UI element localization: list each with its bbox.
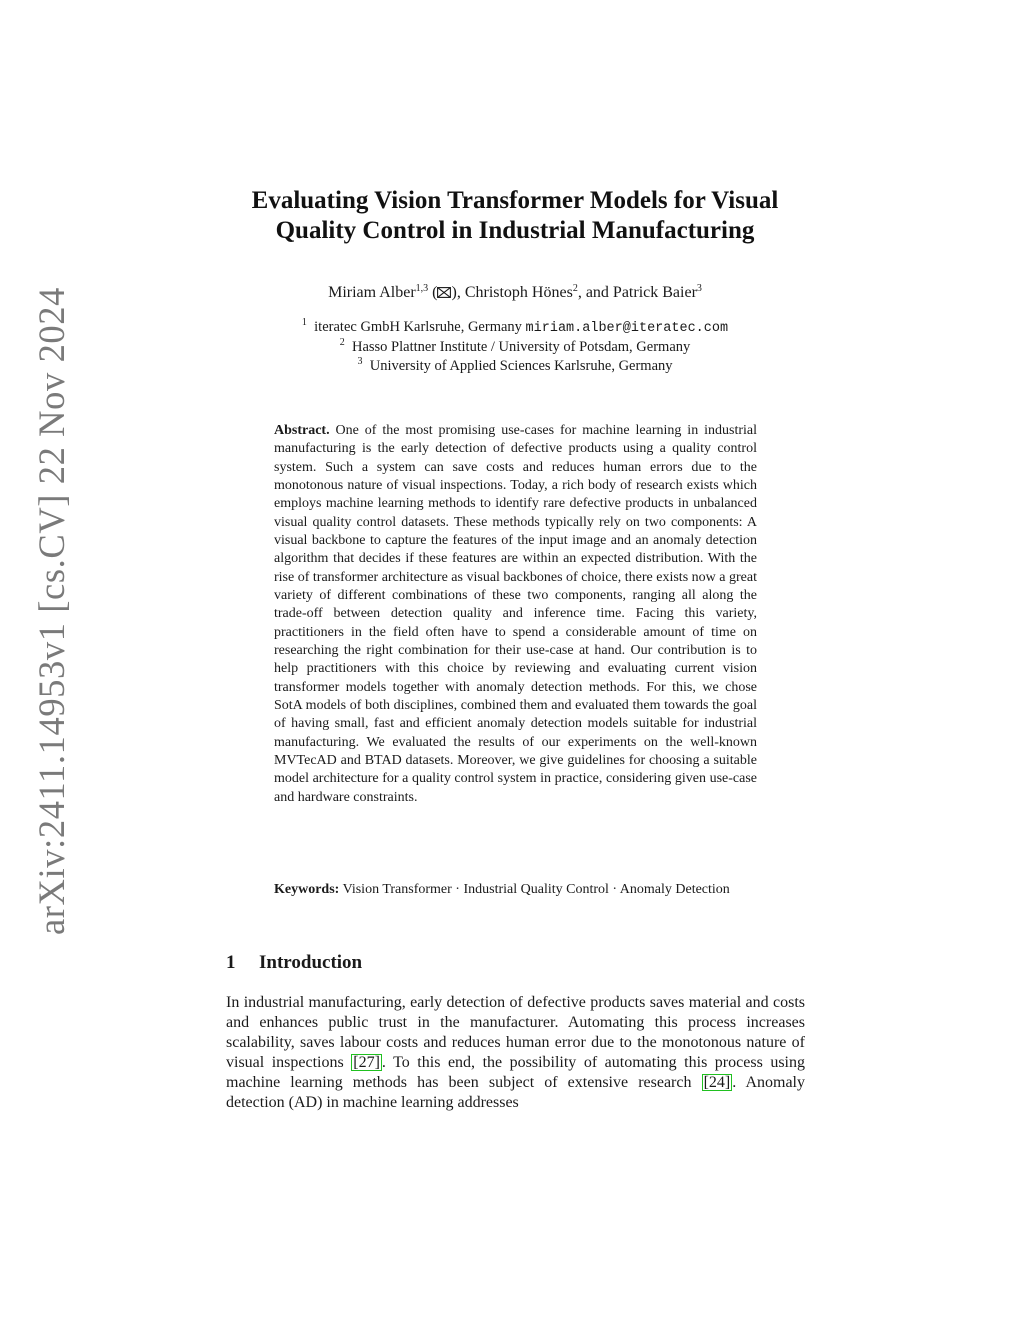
- abstract-label: Abstract.: [274, 423, 330, 438]
- email-link[interactable]: miriam.alber@iteratec.com: [525, 321, 729, 336]
- paper-title: [200, 186, 830, 246]
- keywords: [274, 881, 757, 899]
- author-affiliation-marker: 3: [696, 283, 702, 294]
- affiliation-item: [200, 318, 830, 338]
- keywords-text: Vision Transformer · Industrial Quality Control · Anomaly Detection: [342, 882, 730, 897]
- affiliation-list: [200, 318, 830, 376]
- citation-link[interactable]: [27]: [353, 1054, 380, 1071]
- section-number: 1: [226, 952, 236, 973]
- author-list: Miriam Alber$^{1,3}$ ( ), Christoph Hönes$^2$, and Patrick Baier$^3$: [328, 283, 702, 301]
- title-line-1: Evaluating Vision Transformer Models for Visual: [251, 187, 779, 214]
- author-affiliation-marker: 2: [572, 283, 578, 294]
- keywords-label: Keywords:: [274, 882, 340, 897]
- arxiv-identifier-stamp: arXiv:2411.14953v1 [cs.CV] 22 Nov 2024: [31, 287, 72, 935]
- intro-text: In industrial manufacturing, early detection of defective products saves material and costs and enhances public trust in the manufacturer. Automating this process increases scalability, saves labour costs and reduces human error due to the monotonous nature of visual inspections: [226, 994, 805, 1071]
- section-title: Introduction: [259, 952, 363, 973]
- title-line-2: Quality Control in Industrial Manufacturing: [275, 217, 755, 244]
- abstract-text: One of the most promising use-cases for machine learning in industrial manufacturing is the early detection of defective products using a quality control system. Such a system can save costs and reduces human errors due to the monotonous nature of visual inspections. Today, a rich body of research exists which employs machine learning methods to identify rare defective products in unbalanced visual quality control datasets. These methods typically rely on two components: A visual backbone to capture the features of the input image and an anomaly detection algorithm that decides if these features are within an expected distribution. With the rise of transformer architecture as visual backbones of choice, there exists now a great variety of different combinations of these two components, ranging all along the trade-off between detection quality and inference time. Facing this variety, practitioners in the field often have to spend a considerable amount of time on researching the right combination for their use-case at hand. Our contribution is to help practitioners with this choice by reviewing and evaluating current vision transformer models together with anomaly detection methods. For this, we chose SotA models of both disciplines, combined them and evaluated them towards the goal of having small, fast and efficient anomaly detection models suitable for industrial manufacturing. We evaluated the results of our experiments on the well-known MVTecAD and BTAD datasets. Moreover, we give guidelines for choosing a suitable model architecture for a quality control system in practice, considering given use-case and hardware constraints.: [274, 423, 757, 805]
- affiliation-text: iteratec GmbH Karlsruhe, Germany: [314, 319, 526, 335]
- introduction-paragraph: [226, 993, 805, 1113]
- affiliation-item: [200, 357, 830, 376]
- author-separator: ,: [456, 284, 465, 301]
- author-name: Patrick Baier: [612, 284, 697, 301]
- author-name: Miriam Alber: [328, 284, 416, 301]
- affiliation-text: Hasso Plattner Institute / University of Potsdam, Germany: [351, 339, 691, 355]
- envelope-icon[interactable]: [437, 287, 451, 298]
- intro-text: . To this end, the possibility of automating this process using machine learning methods has been subject of extensive research: [226, 1054, 805, 1091]
- affiliation-item: [200, 338, 830, 357]
- affiliation-marker: 2: [339, 337, 345, 348]
- intro-text: . Anomaly detection (AD) in machine learning addresses: [226, 1074, 805, 1111]
- affiliation-marker: 1: [301, 317, 307, 328]
- citation-link[interactable]: [24]: [703, 1074, 731, 1091]
- author-affiliation-marker: 1,3: [415, 283, 429, 294]
- author-separator: , and: [577, 284, 613, 301]
- author-name: Christoph Hönes: [464, 284, 573, 301]
- affiliation-text: University of Applied Sciences Karlsruhe, Germany: [369, 358, 673, 374]
- affiliation-marker: 3: [357, 356, 363, 367]
- abstract: [274, 422, 757, 807]
- section-heading: [226, 951, 362, 975]
